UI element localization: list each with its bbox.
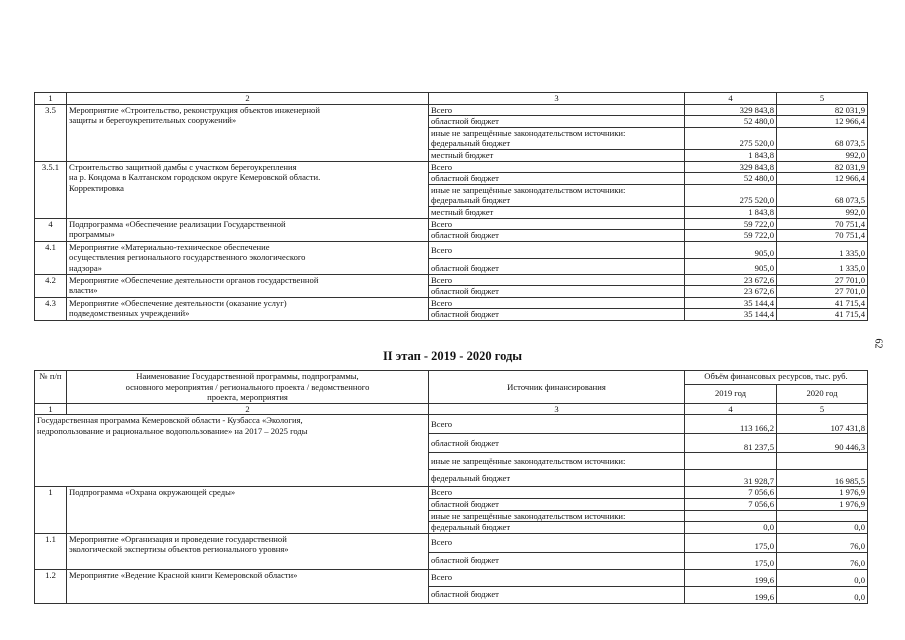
row-number: 1.2 [35, 569, 67, 603]
value-cell: 1 843,8 [685, 149, 777, 161]
value-cell: 59 722,0 [685, 218, 777, 230]
row-name: Мероприятие «Строительство, реконструкция объектов инженерной защиты и берегоукрепительных сооружений» [67, 104, 429, 161]
column-number-row [35, 93, 868, 105]
value-cell: 1 335,0 [777, 259, 868, 274]
source-cell: областной бюджет [429, 434, 685, 453]
value-cell: 7 056,6 [685, 487, 777, 499]
value-cell [685, 453, 777, 470]
value-cell: 329 843,8 [685, 161, 777, 173]
source-cell: Всего [429, 161, 685, 173]
value-cell: 82 031,9 [777, 104, 868, 116]
col-number: 1 [35, 403, 67, 415]
value-cell: 1 976,9 [777, 487, 868, 499]
table-row [35, 569, 868, 586]
value-cell: 41 715,4 [777, 297, 868, 309]
value-cell: 27 701,0 [777, 274, 868, 286]
value-cell: 41 715,4 [777, 309, 868, 321]
value-cell: 199,6 [685, 569, 777, 586]
value-cell: 1 843,8 [685, 206, 777, 218]
source-cell: областной бюджет [429, 552, 685, 569]
value-cell: 59 722,0 [685, 230, 777, 242]
value-cell: 1 335,0 [777, 241, 868, 258]
value-cell: 1 976,9 [777, 498, 868, 510]
header-source: Источник финансирования [429, 371, 685, 404]
source-cell: Всего [429, 104, 685, 116]
value-cell: 0,0 [777, 569, 868, 586]
table-row [35, 161, 868, 173]
value-cell: 27 701,0 [777, 286, 868, 298]
source-cell: областной бюджет [429, 259, 685, 274]
value-cell: 52 480,0 [685, 173, 777, 185]
value-cell: 70 751,4 [777, 218, 868, 230]
value-cell: 68 073,5 [777, 127, 868, 149]
row-number: 1.1 [35, 533, 67, 569]
row-number: 4 [35, 218, 67, 241]
budget-table-stage-1 [34, 92, 868, 321]
program-name: Государственная программа Кемеровской области - Кузбасса «Экология, недропользование и рациональное водопользование» на 2017 – 2025 годы [35, 415, 429, 487]
source-cell: Всего [429, 218, 685, 230]
col-number: 1 [35, 93, 67, 105]
value-cell [777, 453, 868, 470]
row-number: 3.5.1 [35, 161, 67, 218]
value-cell: 12 966,4 [777, 116, 868, 128]
source-cell: иные не запрещённые законодательством источники: федеральный бюджет [429, 127, 685, 149]
value-cell: 992,0 [777, 206, 868, 218]
source-cell: иные не запрещённые законодательством источники: [429, 453, 685, 470]
value-cell: 275 520,0 [685, 127, 777, 149]
col-number: 3 [429, 403, 685, 415]
value-cell: 7 056,6 [685, 498, 777, 510]
header-name: Наименование Государственной программы, подпрограммы, основного мероприятия / регионального проекта / ведомственного проекта, мероприятия [67, 371, 429, 404]
value-cell: 31 928,7 [685, 470, 777, 487]
row-number: 1 [35, 487, 67, 533]
value-cell: 107 431,8 [777, 415, 868, 434]
value-cell: 275 520,0 [685, 184, 777, 206]
value-cell: 90 446,3 [777, 434, 868, 453]
source-cell: федеральный бюджет [429, 470, 685, 487]
col-number: 2 [67, 403, 429, 415]
source-cell: областной бюджет [429, 230, 685, 242]
col-number: 5 [777, 93, 868, 105]
value-cell: 76,0 [777, 552, 868, 569]
source-cell: местный бюджет [429, 149, 685, 161]
source-cell: областной бюджет [429, 286, 685, 298]
row-number: 3.5 [35, 104, 67, 161]
value-cell: 0,0 [685, 522, 777, 534]
row-name: Подпрограмма «Охрана окружающей среды» [67, 487, 429, 533]
header-year-2020: 2020 год [777, 384, 868, 403]
value-cell: 35 144,4 [685, 297, 777, 309]
header-year-2019: 2019 год [685, 384, 777, 403]
value-cell: 70 751,4 [777, 230, 868, 242]
row-name: Подпрограмма «Обеспечение реализации Государственной программы» [67, 218, 429, 241]
value-cell: 175,0 [685, 533, 777, 552]
table-row [35, 297, 868, 309]
source-cell: иные не запрещённые законодательством источники: [429, 510, 685, 522]
row-number: 4.1 [35, 241, 67, 274]
value-cell: 16 985,5 [777, 470, 868, 487]
row-name: Мероприятие «Обеспечение деятельности органов государственной власти» [67, 274, 429, 297]
value-cell: 52 480,0 [685, 116, 777, 128]
value-cell: 76,0 [777, 533, 868, 552]
value-cell: 23 672,6 [685, 286, 777, 298]
value-cell: 0,0 [777, 522, 868, 534]
value-cell: 113 166,2 [685, 415, 777, 434]
table-row [35, 218, 868, 230]
source-cell: областной бюджет [429, 173, 685, 185]
source-cell: областной бюджет [429, 309, 685, 321]
source-cell: Всего [429, 415, 685, 434]
value-cell: 82 031,9 [777, 161, 868, 173]
budget-table-stage-2 [34, 370, 868, 604]
source-cell: Всего [429, 274, 685, 286]
table-row [35, 104, 868, 116]
header-num: № п/п [35, 371, 67, 404]
stage-title: II этап - 2019 - 2020 годы [382, 349, 523, 363]
table-row [35, 241, 868, 258]
source-cell: областной бюджет [429, 498, 685, 510]
col-number: 4 [685, 403, 777, 415]
row-name: Строительство защитной дамбы с участком берегоукрепления на р. Кондома в Калтанском городском округе Кемеровской области. Корректировка [67, 161, 429, 218]
value-cell: 12 966,4 [777, 173, 868, 185]
source-cell: областной бюджет [429, 586, 685, 603]
column-number-row [35, 403, 868, 415]
value-cell: 23 672,6 [685, 274, 777, 286]
col-number: 4 [685, 93, 777, 105]
source-cell: Всего [429, 487, 685, 499]
value-cell [685, 510, 777, 522]
table-row [35, 487, 868, 499]
col-number: 3 [429, 93, 685, 105]
col-number: 5 [777, 403, 868, 415]
value-cell: 992,0 [777, 149, 868, 161]
table-row [35, 274, 868, 286]
col-number: 2 [67, 93, 429, 105]
row-name: Мероприятие «Обеспечение деятельности (оказание услуг) подведомственных учреждений» [67, 297, 429, 320]
source-cell: областной бюджет [429, 116, 685, 128]
value-cell: 0,0 [777, 586, 868, 603]
source-cell: Всего [429, 241, 685, 258]
page-number: 62 [872, 338, 884, 349]
value-cell: 199,6 [685, 586, 777, 603]
source-cell: Всего [429, 297, 685, 309]
value-cell: 905,0 [685, 259, 777, 274]
row-name: Мероприятие «Материально-техническое обеспечение осуществления регионального государственного экологического надзора» [67, 241, 429, 274]
source-cell: Всего [429, 533, 685, 552]
value-cell [777, 510, 868, 522]
value-cell: 905,0 [685, 241, 777, 258]
header-volume: Объём финансовых ресурсов, тыс. руб. [685, 371, 868, 385]
row-name: Мероприятие «Ведение Красной книги Кемеровской области» [67, 569, 429, 603]
source-cell: иные не запрещённые законодательством источники: федеральный бюджет [429, 184, 685, 206]
source-cell: федеральный бюджет [429, 522, 685, 534]
table-row [35, 415, 868, 434]
value-cell: 68 073,5 [777, 184, 868, 206]
source-cell: местный бюджет [429, 206, 685, 218]
row-number: 4.3 [35, 297, 67, 320]
value-cell: 81 237,5 [685, 434, 777, 453]
table-row [35, 533, 868, 552]
header-row [35, 371, 868, 385]
value-cell: 175,0 [685, 552, 777, 569]
row-number: 4.2 [35, 274, 67, 297]
row-name: Мероприятие «Организация и проведение государственной экологической экспертизы объектов регионального уровня» [67, 533, 429, 569]
source-cell: Всего [429, 569, 685, 586]
value-cell: 35 144,4 [685, 309, 777, 321]
value-cell: 329 843,8 [685, 104, 777, 116]
